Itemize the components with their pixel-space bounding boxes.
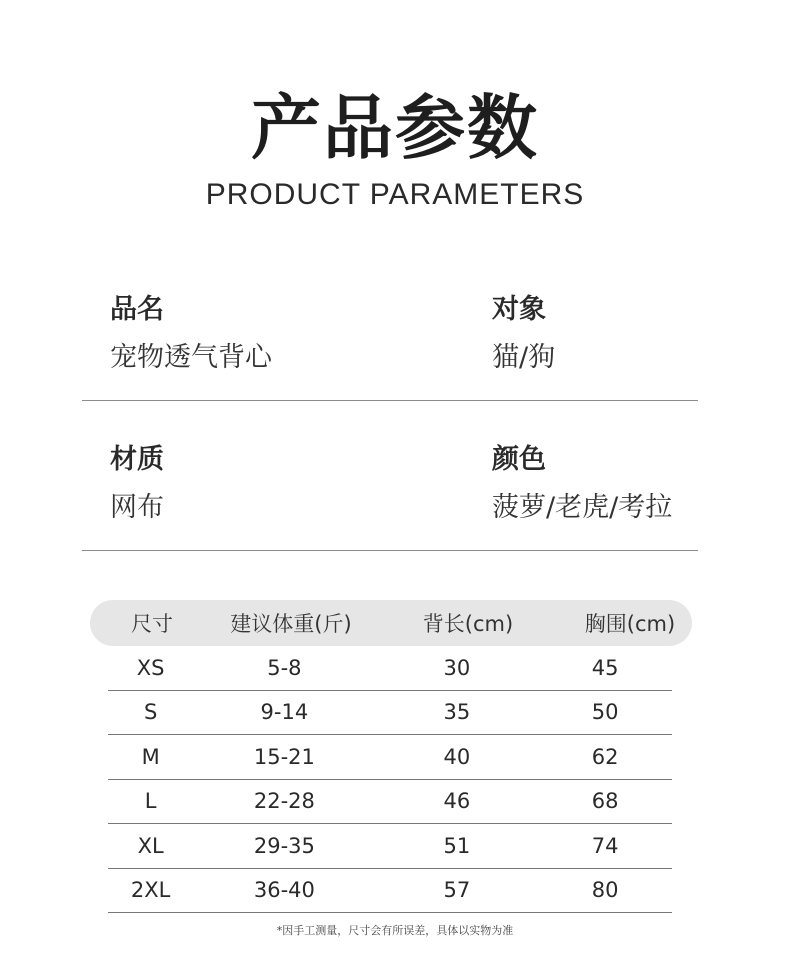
cell-weight: 15-21 bbox=[253, 744, 315, 769]
cell-weight: 9-14 bbox=[260, 700, 309, 725]
cell-chest: 74 bbox=[591, 833, 619, 858]
table-row bbox=[108, 824, 672, 869]
cell-size: 2XL bbox=[130, 878, 171, 903]
footnote: *因手工测量，尺寸会有所误差，具体以实物为准 bbox=[276, 924, 514, 937]
cell-size: XS bbox=[136, 655, 165, 680]
param-label: 品名 bbox=[110, 294, 164, 325]
param-name bbox=[110, 290, 272, 378]
cell-chest: 62 bbox=[591, 744, 619, 769]
param-row bbox=[82, 290, 698, 401]
param-label: 对象 bbox=[492, 294, 546, 325]
param-label: 颜色 bbox=[492, 444, 546, 475]
header-cell-chest: 胸围(cm) bbox=[584, 612, 676, 636]
cell-chest: 68 bbox=[591, 789, 619, 814]
table-row bbox=[108, 735, 672, 780]
table-row bbox=[108, 780, 672, 825]
cell-back-length: 35 bbox=[443, 700, 471, 725]
cell-weight: 5-8 bbox=[267, 655, 302, 680]
param-target bbox=[492, 290, 555, 378]
page-subtitle: PRODUCT PARAMETERS bbox=[205, 178, 585, 211]
param-value: 猫/狗 bbox=[492, 342, 556, 373]
cell-chest: 50 bbox=[591, 700, 619, 725]
table-header bbox=[90, 600, 692, 646]
param-value: 宠物透气背心 bbox=[110, 342, 272, 373]
param-label: 材质 bbox=[110, 444, 164, 475]
header-cell-size: 尺寸 bbox=[131, 612, 173, 636]
cell-back-length: 51 bbox=[443, 833, 471, 858]
param-value: 网布 bbox=[110, 492, 164, 523]
table-body bbox=[108, 646, 672, 913]
size-table bbox=[90, 600, 692, 913]
cell-back-length: 46 bbox=[443, 789, 471, 814]
table-row bbox=[108, 869, 672, 914]
cell-back-length: 57 bbox=[443, 878, 471, 903]
cell-chest: 45 bbox=[591, 655, 619, 680]
cell-size: XL bbox=[137, 833, 164, 858]
table-row bbox=[108, 646, 672, 691]
table-row bbox=[108, 691, 672, 736]
param-color bbox=[492, 440, 672, 528]
page-title: 产品参数 bbox=[251, 87, 539, 169]
cell-back-length: 40 bbox=[443, 744, 471, 769]
param-material bbox=[110, 440, 164, 528]
cell-back-length: 30 bbox=[443, 655, 471, 680]
cell-weight: 22-28 bbox=[253, 789, 315, 814]
header-cell-weight: 建议体重(斤) bbox=[230, 612, 352, 636]
cell-size: M bbox=[141, 744, 160, 769]
cell-size: L bbox=[144, 789, 157, 814]
cell-size: S bbox=[143, 700, 158, 725]
cell-weight: 29-35 bbox=[253, 833, 315, 858]
param-row bbox=[82, 440, 698, 551]
cell-weight: 36-40 bbox=[253, 878, 315, 903]
param-value: 菠萝/老虎/考拉 bbox=[492, 492, 673, 523]
cell-chest: 80 bbox=[591, 878, 619, 903]
header-cell-back-length: 背长(cm) bbox=[422, 612, 514, 636]
